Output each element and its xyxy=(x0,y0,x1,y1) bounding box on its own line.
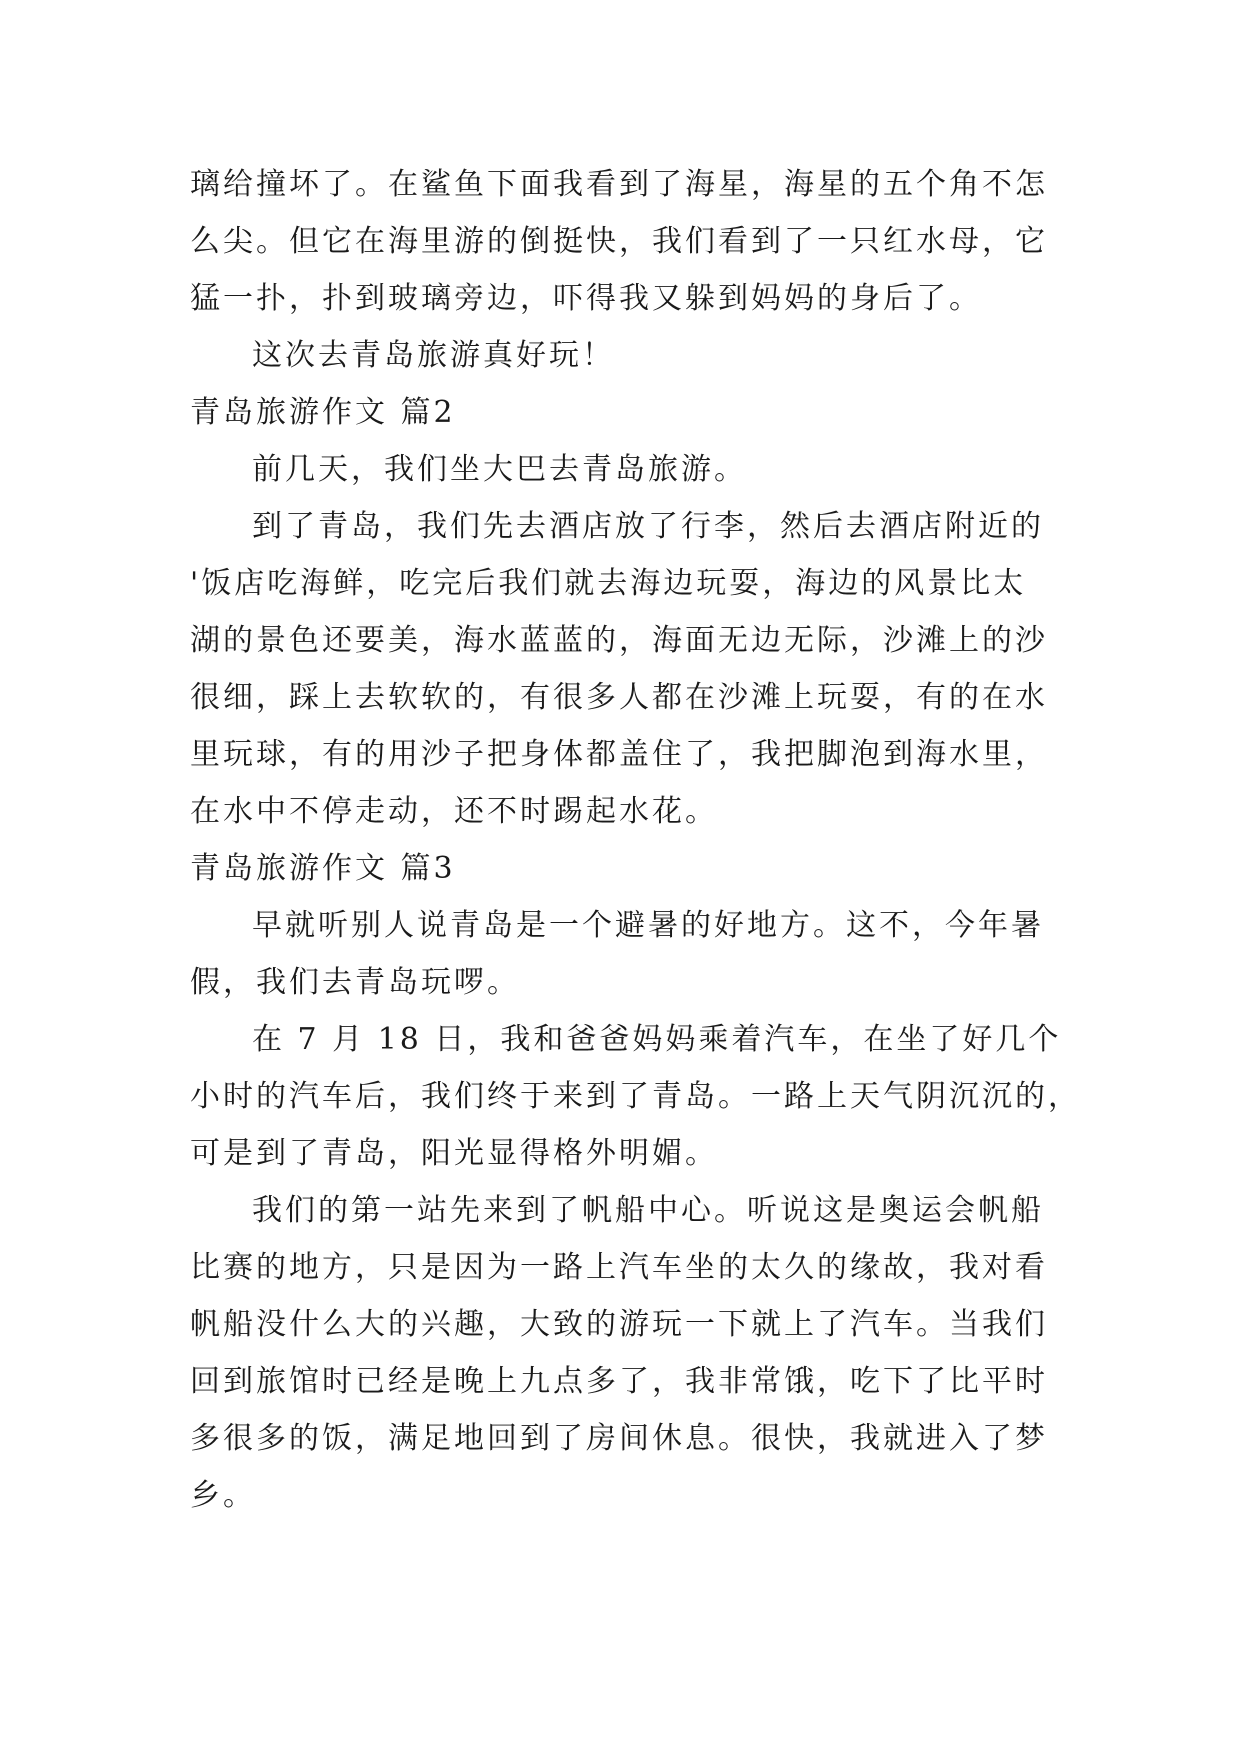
paragraph-line: 比赛的地方，只是因为一路上汽车坐的太久的缘故，我对看 xyxy=(190,1250,1048,1285)
paragraph-line: 小时的汽车后，我们终于来到了青岛。一路上天气阴沉沉的， xyxy=(190,1079,1081,1114)
paragraph-line: 回到旅馆时已经是晚上九点多了，我非常饿，吃下了比平时 xyxy=(190,1364,1048,1399)
paragraph-line: 前几天，我们坐大巴去青岛旅游。 xyxy=(252,452,747,487)
paragraph-line: 里玩球，有的用沙子把身体都盖住了，我把脚泡到海水里， xyxy=(190,737,1048,772)
paragraph-line: 璃给撞坏了。在鲨鱼下面我看到了海星，海星的五个角不怎 xyxy=(190,167,1048,202)
paragraph-line: 假，我们去青岛玩啰。 xyxy=(190,965,520,1000)
section-heading: 青岛旅游作文 篇2 xyxy=(190,395,456,430)
paragraph-line: 湖的景色还要美，海水蓝蓝的，海面无边无际，沙滩上的沙 xyxy=(190,623,1048,658)
paragraph-line: 我们的第一站先来到了帆船中心。听说这是奥运会帆船 xyxy=(252,1193,1044,1228)
paragraph-line: 帆船没什么大的兴趣，大致的游玩一下就上了汽车。当我们 xyxy=(190,1307,1048,1342)
paragraph-line: 在水中不停走动，还不时踢起水花。 xyxy=(190,794,718,829)
paragraph-line: 多很多的饭，满足地回到了房间休息。很快，我就进入了梦 xyxy=(190,1421,1048,1456)
section-heading: 青岛旅游作文 篇3 xyxy=(190,851,456,886)
paragraph-line: 么尖。但它在海里游的倒挺快，我们看到了一只红水母，它 xyxy=(190,224,1048,259)
document-body xyxy=(190,156,1081,1524)
paragraph-line: 到了青岛，我们先去酒店放了行李，然后去酒店附近的 xyxy=(252,509,1044,544)
paragraph-line: 在 7 月 18 日，我和爸爸妈妈乘着汽车，在坐了好几个 xyxy=(252,1022,1062,1057)
paragraph-line: '饭店吃海鲜，吃完后我们就去海边玩耍，海边的风景比太 xyxy=(190,566,1027,601)
paragraph-line: 猛一扑，扑到玻璃旁边，吓得我又躲到妈妈的身后了。 xyxy=(190,281,982,316)
paragraph-line: 早就听别人说青岛是一个避暑的好地方。这不，今年暑 xyxy=(252,908,1044,943)
section-2 xyxy=(190,384,1070,840)
section-1-continuation xyxy=(190,156,1070,384)
paragraph-line: 这次去青岛旅游真好玩！ xyxy=(252,338,615,373)
section-3 xyxy=(190,840,1081,1524)
paragraph-line: 可是到了青岛，阳光显得格外明媚。 xyxy=(190,1136,718,1171)
paragraph-line: 很细，踩上去软软的，有很多人都在沙滩上玩耍，有的在水 xyxy=(190,680,1048,715)
paragraph-line: 乡。 xyxy=(190,1478,256,1513)
